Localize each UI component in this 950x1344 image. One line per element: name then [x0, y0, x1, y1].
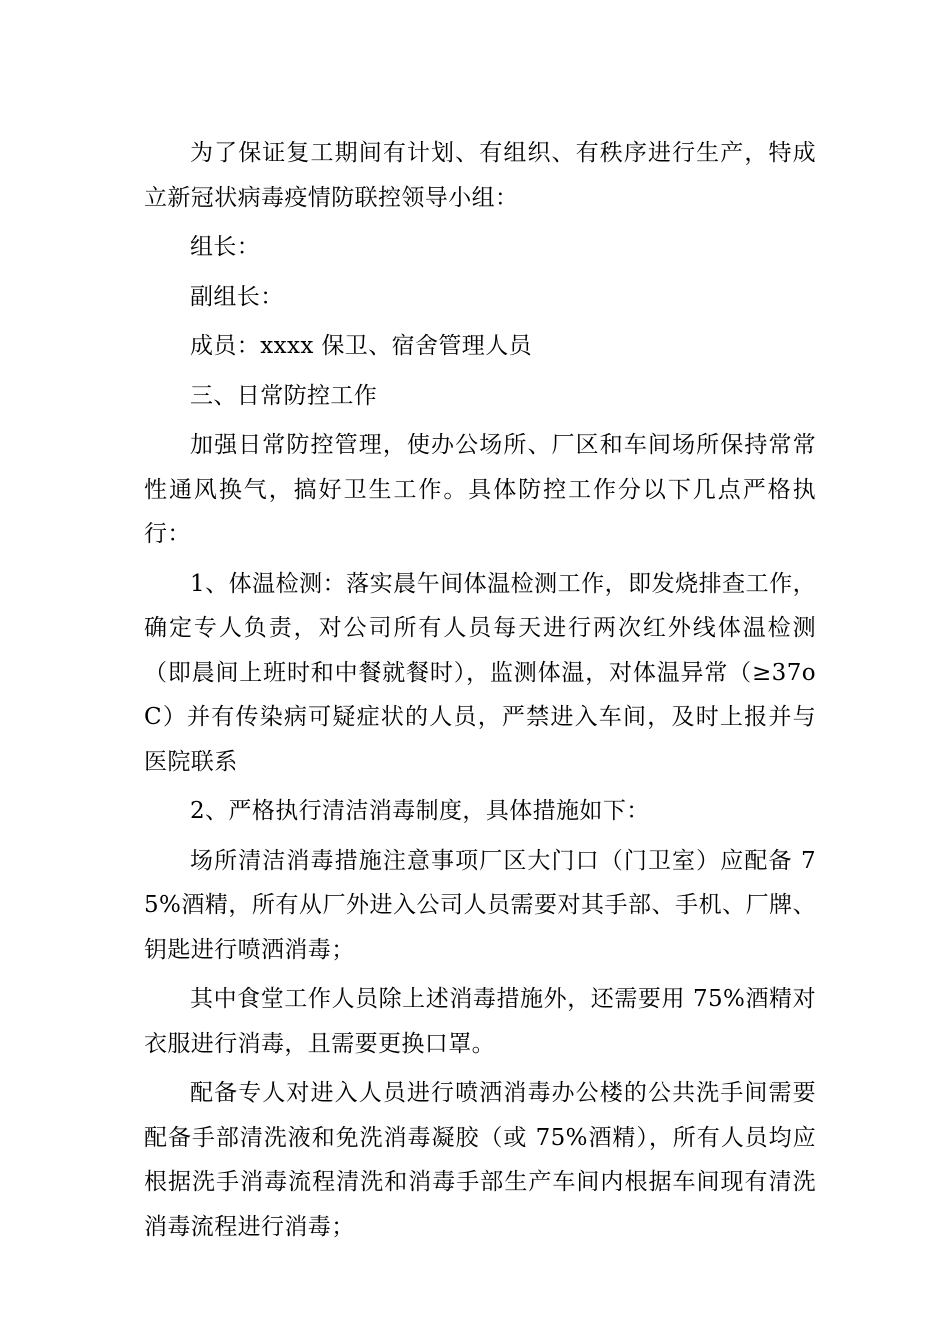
paragraph-temperature-check: 1、体温检测：落实晨午间体温检测工作，即发烧排查工作，确定专人负责，对公司所有人员每天进行两次红外线体温检测（即晨间上班时和中餐就餐时），监测体温，对体温异常（≥37oC）并有传染病可疑症状的人员，严禁进入车间，及时上报并与医院联系 [144, 570, 816, 775]
paragraph-canteen-staff: 其中食堂工作人员除上述消毒措施外，还需要用 75%酒精对衣服进行消毒，且需要更换口罩。 [144, 986, 816, 1057]
section-heading-daily-control: 三、日常防控工作 [190, 382, 378, 409]
paragraph-group-leader: 组长： [190, 234, 261, 260]
paragraph-daily-management: 加强日常防控管理，使办公场所、厂区和车间场所保持常常性通风换气，搞好卫生工作。具体防控工作分以下几点严格执行： [144, 432, 816, 547]
paragraph-disinfection-system: 2、严格执行清洁消毒制度，具体措施如下： [190, 798, 650, 824]
paragraph-intro: 为了保证复工期间有计划、有组织、有秩序进行生产，特成立新冠状病毒疫情防联控领导小组： [144, 140, 816, 211]
paragraph-members: 成员：xxxx 保卫、宿舍管理人员 [190, 333, 532, 359]
document-body [144, 131, 816, 1249]
paragraph-gate-disinfection: 场所清洁消毒措施注意事项厂区大门口（门卫室）应配备 75%酒精，所有从厂外进入公司人员需要对其手部、手机、厂牌、钥匙进行喷洒消毒； [144, 847, 816, 963]
paragraph-deputy-leader: 副组长： [190, 283, 284, 310]
paragraph-restroom-disinfection: 配备专人对进入人员进行喷洒消毒办公楼的公共洗手间需要配备手部清洗液和免洗消毒凝胶（或 75%酒精），所有人员均应根据洗手消毒流程清洗和消毒手部生产车间内根据车间现有清洗消毒流程进行消毒； [144, 1080, 816, 1240]
